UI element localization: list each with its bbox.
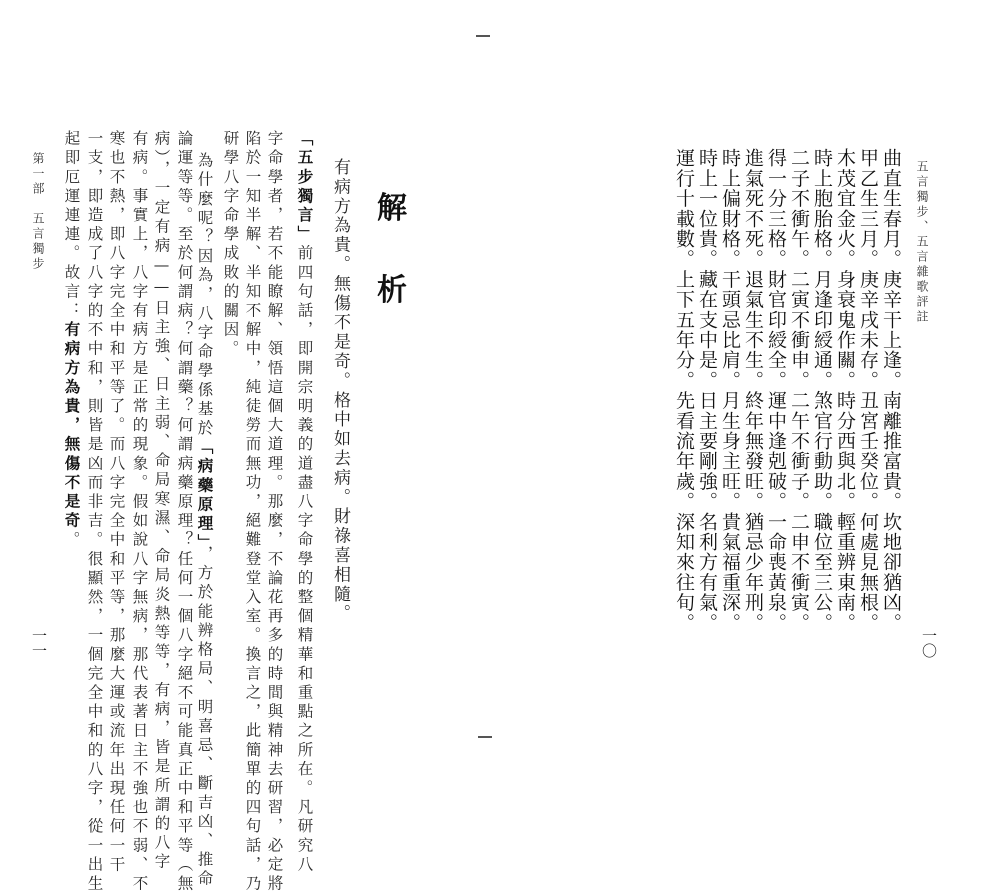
body-column: 一支，即造成了八字的不中和，則皆是凶而非吉。很顯然，一個完全中和的八字，從一出生 bbox=[85, 130, 104, 894]
page-number: 一〇 bbox=[920, 628, 938, 658]
verse-column: 甲乙生三月。庚辛戌未存。丑宮壬癸位。何處見無根。 bbox=[857, 148, 879, 633]
section-title-char: 析 bbox=[377, 273, 407, 308]
body-column bbox=[296, 130, 312, 875]
verse-column: 進氣死不死。退氣生不生。終年無發旺。猶忌少年刑。 bbox=[742, 148, 764, 633]
bottom-gutter-mark bbox=[478, 736, 492, 738]
verse-column: 木茂宜金火。身衰鬼作關。時分西與北。輕重辨東南。 bbox=[834, 148, 856, 633]
body-text: ，方於能辨格局、明喜忌、斷吉凶、推命 bbox=[195, 545, 214, 890]
body-column: 論運等等。至於何謂病？何謂藥？何謂病藥原理？任何一個八字絕不可能真正中和平等（無 bbox=[175, 130, 194, 894]
body-column bbox=[63, 130, 79, 550]
body-column: 字命學者，若不能瞭解、領悟這個大道理。那麼，不論花再多的時間與精神去研習，必定將 bbox=[265, 130, 284, 894]
verse-column: 二子不衝午。二寅不衝申。二午不衝子。二申不衝寅。 bbox=[788, 148, 810, 633]
conclusion-bold: 有病方為貴，無傷不是奇 bbox=[62, 321, 81, 532]
verse-column: 時上一位貴。藏在支中是。日主要剛強。名利方有氣。 bbox=[696, 148, 718, 633]
body-column: 陷於一知半解、半知不解中，純徒勞而無功，絕難登堂入室。換言之，此簡單的四句話，乃 bbox=[243, 130, 262, 894]
verse-column: 時上胞胎格。月逢印綬通。煞官行動助。職位至三公。 bbox=[811, 148, 833, 633]
body-text: 前四句話，即開宗明義的道盡八字命學的整個精華和重點之所在。凡研究八 bbox=[295, 244, 314, 875]
quoted-poem-line: 有病方為貴。無傷不是奇。格中如去病。財祿喜相隨。 bbox=[330, 158, 350, 624]
verse-column: 時上偏財格。干頭忌比肩。月生身主旺。貴氣福重深。 bbox=[719, 148, 741, 633]
verse-column: 運行十載數。上下五年分。先看流年歲。深知來往旬。 bbox=[673, 148, 695, 633]
left-page bbox=[0, 0, 480, 894]
term-highlight: 「五步獨言」 bbox=[295, 130, 314, 245]
page-number: 一一 bbox=[30, 628, 48, 658]
body-text: 為什麼呢？因為，八字命學係基於 bbox=[195, 152, 214, 439]
right-page bbox=[500, 0, 1000, 772]
body-column: 病），一定有病——日主強、日主弱、命局寒濕、命局炎熱等等，有病，皆是所謂的八字 bbox=[152, 130, 171, 873]
verse-column: 得一分三格。財官印綬全。運中逢剋破。一命喪黃泉。 bbox=[765, 148, 787, 633]
body-column bbox=[196, 152, 212, 889]
body-text: 。 bbox=[62, 531, 81, 551]
running-head: 五言獨步、五言雜歌評註 bbox=[915, 160, 929, 325]
body-column: 有病。事實上，八字有病方是正常的現象。假如說八字無病，那代表著日主不強也不弱、不 bbox=[130, 130, 149, 894]
term-highlight: 「病藥原理」 bbox=[195, 438, 214, 546]
body-text: 起即厄運連連。故言： bbox=[62, 130, 81, 321]
footer-section-title: 第一部 五言獨步 bbox=[31, 152, 45, 272]
section-title-char: 解 bbox=[377, 191, 407, 226]
verse-column: 曲直生春月。庚辛干上逢。南離推富貴。坎地卻猶凶。 bbox=[880, 148, 902, 633]
body-column: 寒也不熱，即八字完全中和平等了。而八字完全中和平等，那麼大運或流年出現任何一干 bbox=[107, 130, 126, 875]
body-column: 研學八字命學成敗的關因。 bbox=[221, 130, 240, 360]
